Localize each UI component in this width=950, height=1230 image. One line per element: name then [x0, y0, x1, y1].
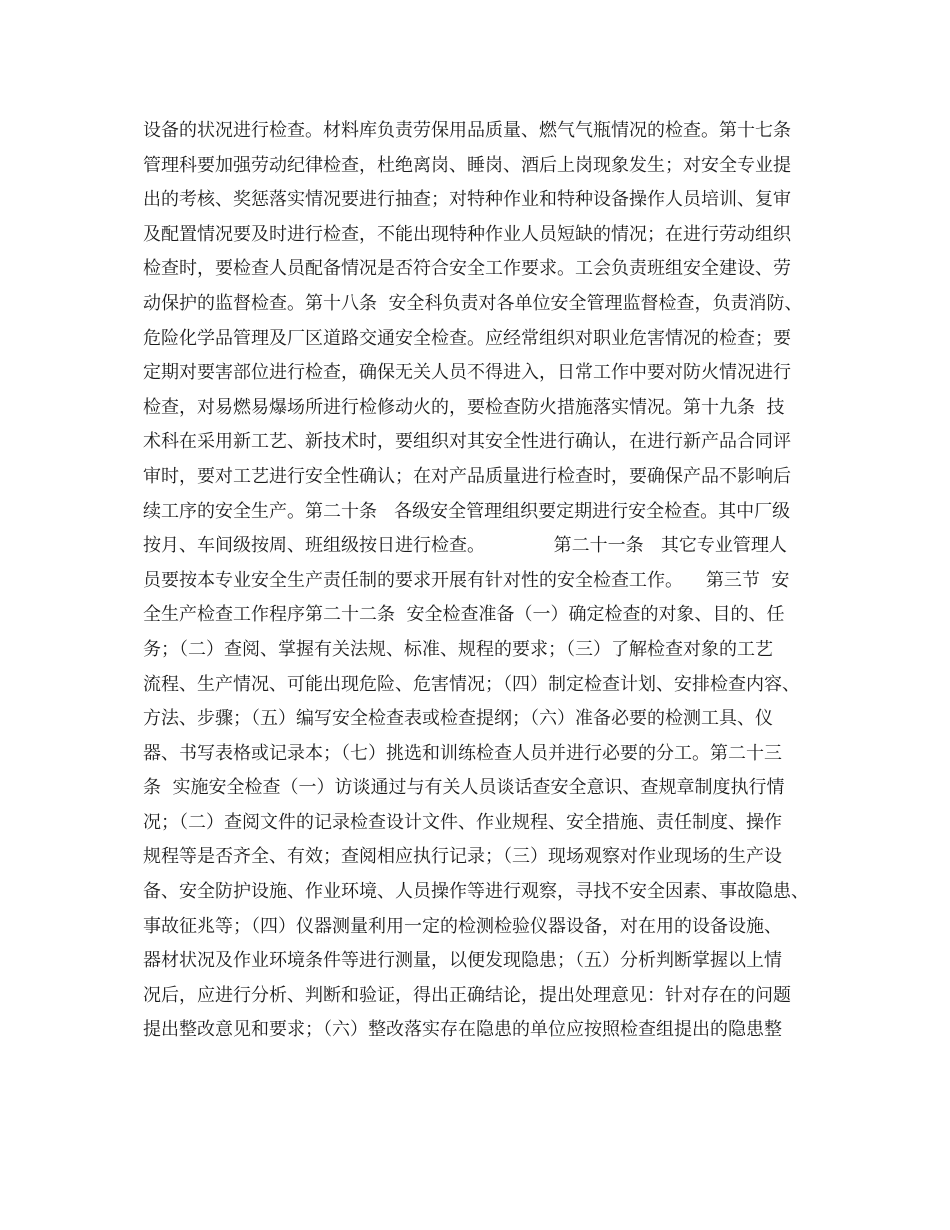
text-line-4: 及配置情况要及时进行检查，不能出现特种作业人员短缺的情况；在进行劳动组织: [143, 223, 791, 245]
text-line-14: 员要按本专业安全生产责任制的要求开展有针对性的安全检查工作。 第三节 安: [143, 569, 790, 591]
text-line-19: 器、书写表格或记录本；（七）挑选和训练检查人员并进行必要的分工。第二十三: [143, 742, 782, 764]
text-line-5: 检查时，要检查人员配备情况是否符合安全工作要求。工会负责班组安全建设、劳: [143, 258, 791, 280]
text-line-10: 术科在采用新工艺、新技术时，要组织对其安全性进行确认，在进行新产品合同评: [143, 431, 791, 453]
text-line-12: 续工序的安全生产。第二十条 各级安全管理组织要定期进行安全检查。其中厂级: [143, 500, 791, 522]
text-line-16: 务；（二）查阅、掌握有关法规、标准、规程的要求；（三）了解检查对象的工艺: [143, 638, 773, 660]
text-line-3: 出的考核、奖惩落实情况要进行抽查；对特种作业和特种设备操作人员培训、复审: [143, 189, 791, 211]
body-text: [143, 114, 833, 1048]
text-line-21: 况；（二）查阅文件的记录检查设计文件、作业规程、安全措施、责任制度、操作: [143, 811, 782, 833]
text-line-23: 备、安全防护设施、作业环境、人员操作等进行观察，寻找不安全因素、事故隐患、: [143, 881, 809, 903]
text-line-24: 事故征兆等；（四）仪器测量利用一定的检测检验仪器设备，对在用的设备设施、: [143, 915, 782, 937]
text-line-7: 危险化学品管理及厂区道路交通安全检查。应经常组织对职业危害情况的检查；要: [143, 327, 791, 349]
text-line-1: 设备的状况进行检查。材料库负责劳保用品质量、燃气气瓶情况的检查。第十七条: [143, 120, 791, 141]
text-line-18: 方法、步骤；（五）编写安全检查表或检查提纲；（六）准备必要的检测工具、仪: [143, 708, 773, 730]
text-line-25: 器材状况及作业环境条件等进行测量，以便发现隐患；（五）分析判断掌握以上情: [143, 950, 782, 972]
text-line-8: 定期对要害部位进行检查，确保无关人员不得进入，日常工作中要对防火情况进行: [143, 362, 791, 384]
text-line-2: 管理科要加强劳动纪律检查，杜绝离岗、睡岗、酒后上岗现象发生；对安全专业提: [143, 154, 791, 176]
text-line-17: 流程、生产情况、可能出现危险、危害情况；（四）制定检查计划、安排检查内容、: [143, 673, 800, 695]
text-line-13: 按月、车间级按周、班组级按日进行检查。 第二十一条 其它专业管理人: [143, 535, 787, 557]
text-line-6: 动保护的监督检查。第十八条 安全科负责对各单位安全管理监督检查，负责消防、: [143, 292, 803, 314]
text-line-9: 检查，对易燃易爆场所进行检修动火的，要检查防火措施落实情况。第十九条 技: [143, 396, 785, 418]
text-line-11: 审时，要对工艺进行安全性确认；在对产品质量进行检查时，要确保产品不影响后: [143, 465, 791, 487]
text-line-20: 条 实施安全检查（一）访谈通过与有关人员谈话查安全意识、查规章制度执行情: [143, 777, 785, 799]
text-line-15: 全生产检查工作程序第二十二条 安全检查准备（一）确定检查的对象、目的、任: [143, 604, 785, 626]
text-line-22: 规程等是否齐全、有效；查阅相应执行记录；（三）现场观察对作业现场的生产设: [143, 846, 782, 868]
text-line-27: 提出整改意见和要求；（六）整改落实存在隐患的单位应按照检查组提出的隐患整: [143, 1019, 782, 1041]
text-line-26: 况后，应进行分析、判断和验证，得出正确结论，提出处理意见：针对存在的问题: [143, 984, 791, 1006]
